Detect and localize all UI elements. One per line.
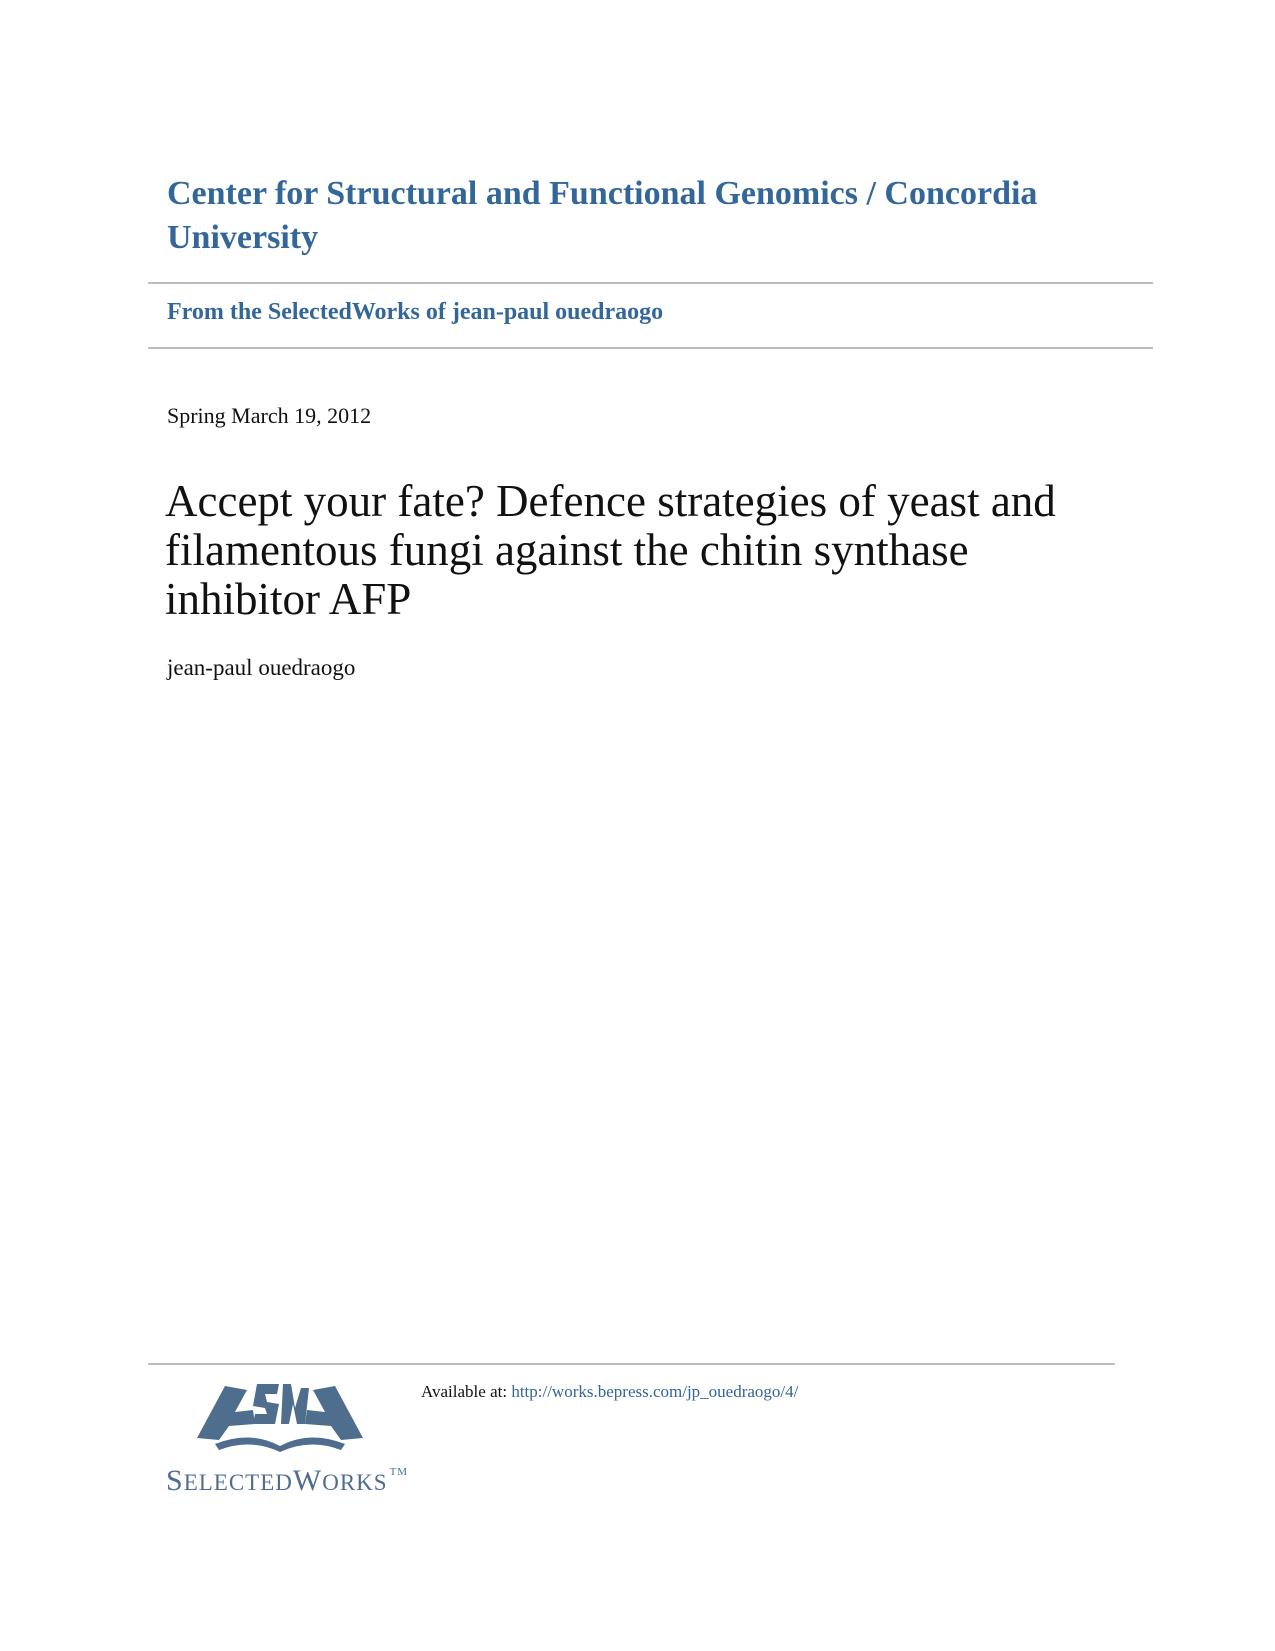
- selectedworks-book-icon: [195, 1380, 365, 1452]
- work-url-link[interactable]: http://works.bepress.com/jp_ouedraogo/4/: [511, 1382, 799, 1401]
- available-label: Available at:: [421, 1382, 508, 1401]
- author-name: jean-paul ouedraogo: [167, 655, 356, 680]
- divider-bottom: [148, 1363, 1115, 1365]
- institution-heading[interactable]: Center for Structural and Functional Genomics / Concordia University: [167, 175, 1038, 256]
- trademark-symbol: TM: [389, 1466, 409, 1478]
- selectedworks-wordmark: [166, 1464, 408, 1498]
- divider-middle: [148, 347, 1153, 349]
- divider-top: [148, 282, 1153, 284]
- selectedworks-logo[interactable]: [160, 1380, 420, 1510]
- wordmark-w: W: [292, 1464, 323, 1497]
- wordmark-s: S: [166, 1464, 184, 1497]
- availability-line: [421, 1382, 798, 1402]
- selectedworks-of-link[interactable]: From the SelectedWorks of jean-paul ouedraogo: [167, 299, 664, 325]
- wordmark-orks: ORKS: [322, 1470, 388, 1495]
- wordmark-elected: ELECTED: [183, 1470, 293, 1495]
- document-title: Accept your fate? Defence strategies of yeast and filamentous fungi against the chitin synthase inhibitor AFP: [165, 476, 1056, 624]
- publication-date: Spring March 19, 2012: [167, 403, 372, 428]
